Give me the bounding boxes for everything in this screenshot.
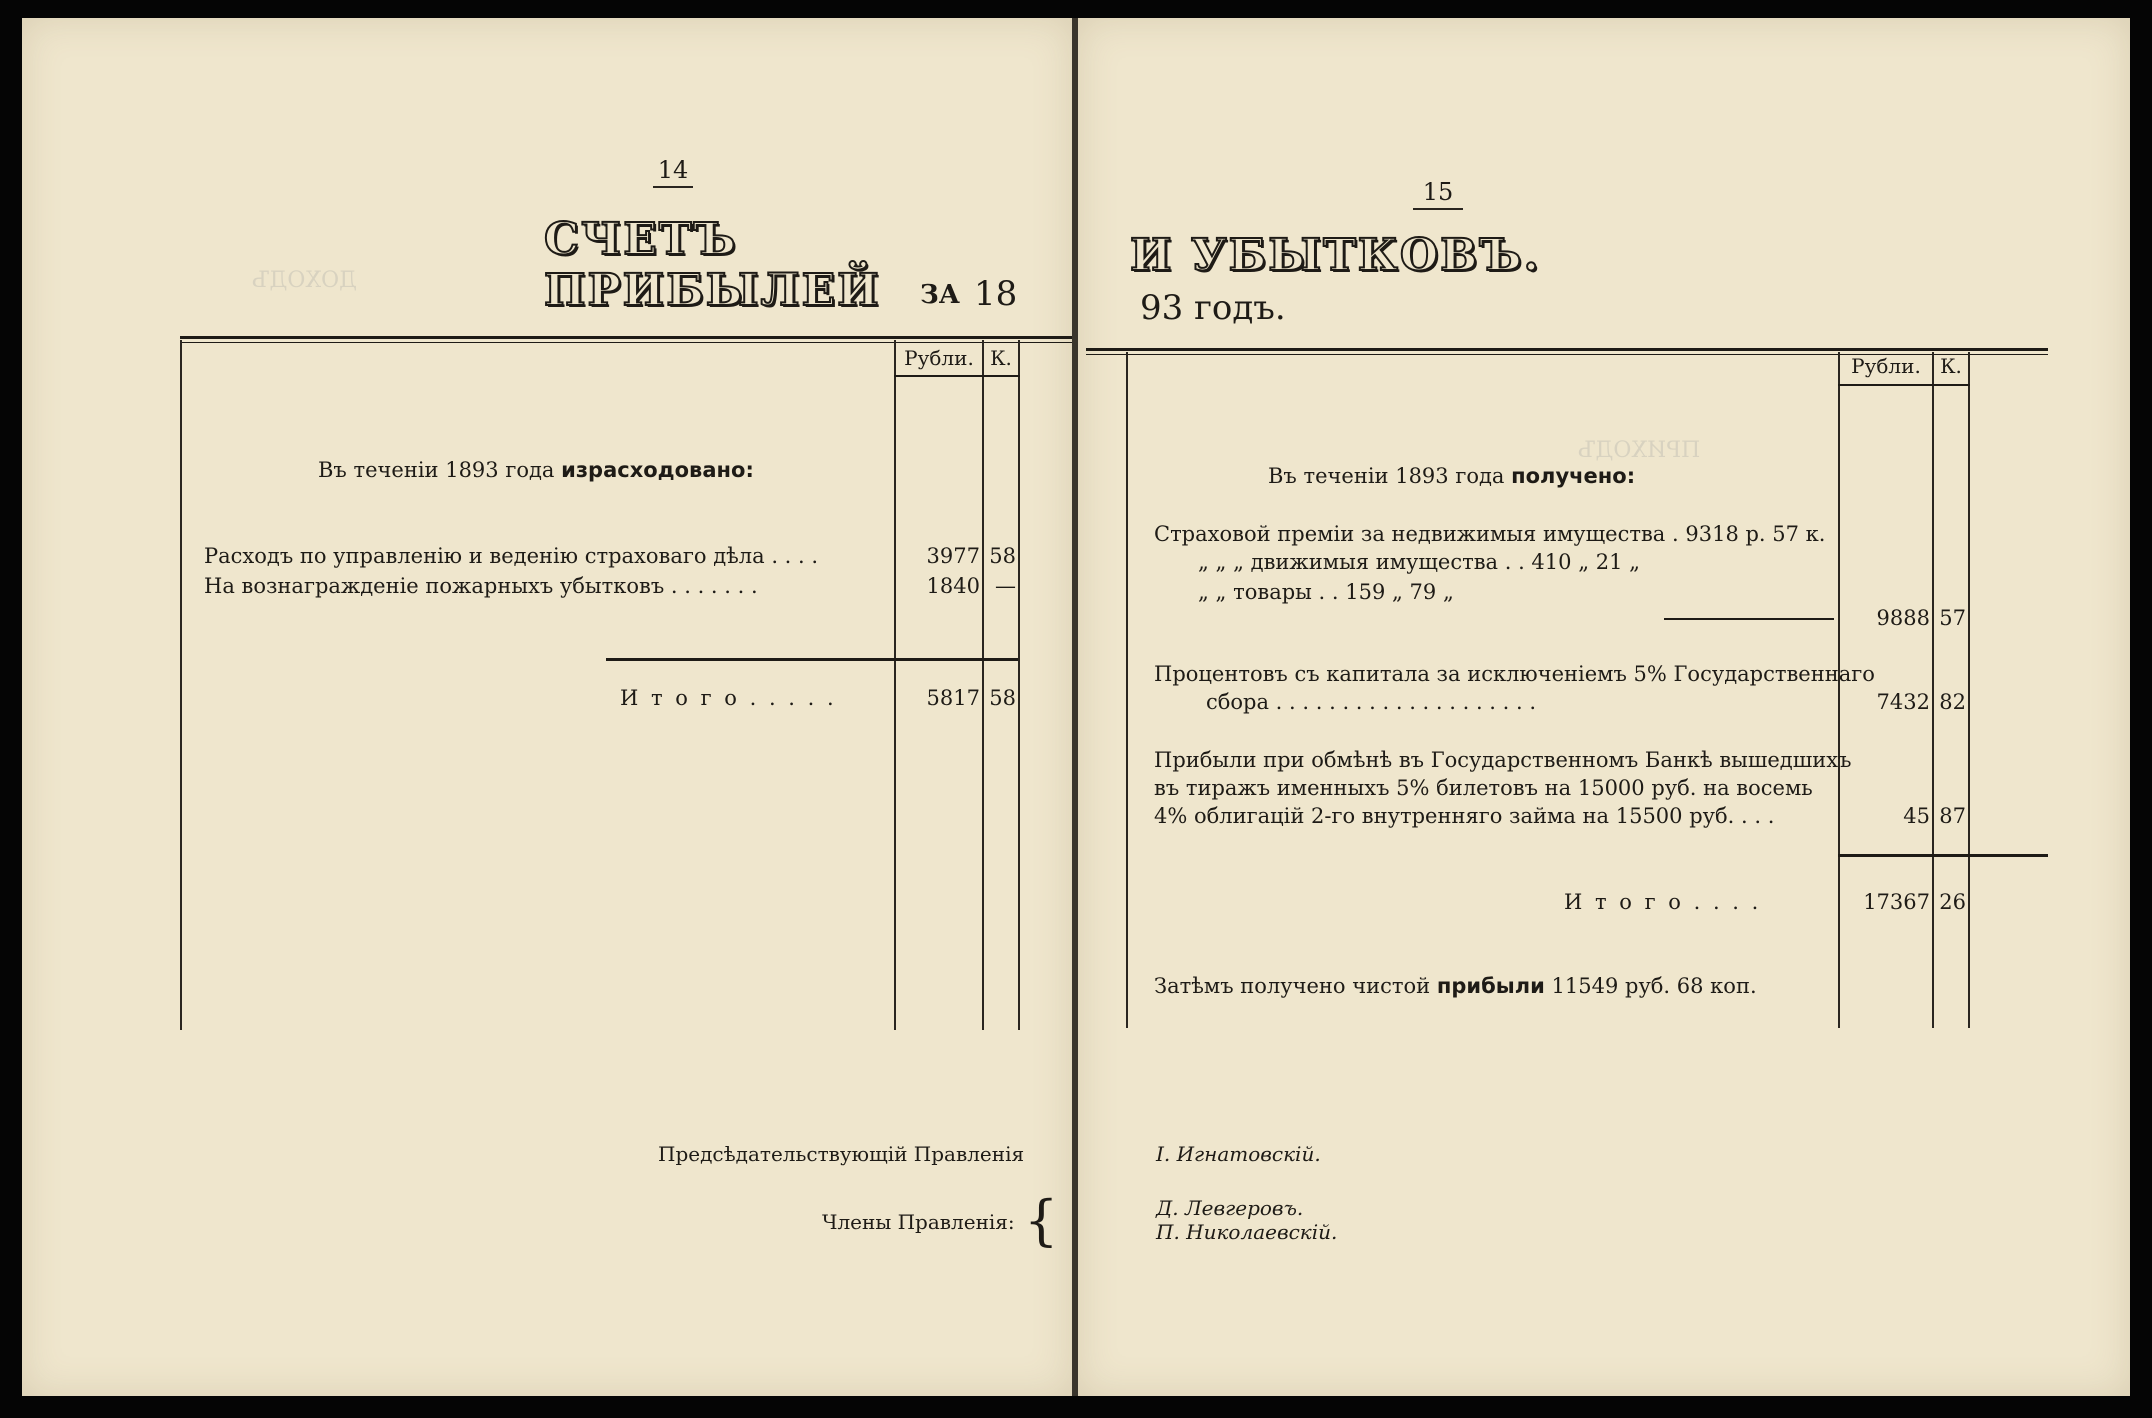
net-profit-line	[1154, 974, 1757, 998]
total-rubles: 17367	[1863, 890, 1930, 914]
section-heading	[1268, 464, 1635, 488]
header-underline	[894, 375, 1020, 377]
signature-member: П. Николаевскій.	[1156, 1220, 1338, 1244]
table-right-border	[1968, 352, 1970, 1028]
right-page	[1078, 18, 2130, 1396]
section-prefix: Въ теченіи 1893 года	[318, 458, 555, 482]
header-underline	[1838, 384, 1970, 386]
table-top-rule	[180, 336, 1072, 339]
table-right-border	[1018, 340, 1020, 1030]
rubles-column-divider	[1838, 352, 1840, 1028]
premium-total-rubles: 9888	[1876, 606, 1930, 630]
section-bold: получено:	[1511, 464, 1636, 488]
signature-chairman: І. Игнатовскій.	[1156, 1142, 1321, 1166]
signature-member: Д. Левгеровъ.	[1156, 1196, 1304, 1220]
kop-column-divider	[982, 340, 984, 1030]
table-top-rule-thin	[180, 342, 1072, 343]
page-number: 14	[657, 156, 689, 184]
premium-total-kop: 57	[1939, 606, 1966, 630]
expense-row-rubles: 3977	[926, 544, 980, 568]
subtitle-year: 18	[974, 274, 1018, 314]
premium-subtotal-rule	[1664, 618, 1834, 620]
section-bold: израсходовано:	[561, 458, 754, 482]
total-label: И т о г о . . . .	[1564, 890, 1762, 914]
total-rule	[606, 658, 1018, 661]
expense-row-rubles: 1840	[926, 574, 980, 598]
section-prefix: Въ теченіи 1893 года	[1268, 464, 1505, 488]
interest-line: сбора . . . . . . . . . . . . . . . . . . . .	[1206, 690, 1537, 714]
header-rubles: Рубли.	[904, 346, 974, 370]
bleed-through-text: ПРИХОДЪ	[1578, 438, 1701, 463]
section-heading	[318, 458, 754, 482]
subtitle-prefix: ЗА	[920, 280, 960, 310]
header-kop: К.	[1940, 354, 1962, 378]
premium-line: „ „ товары . . 159 „ 79 „	[1198, 580, 1454, 604]
premium-line: Страховой преміи за недвижимыя имущества . 9318 р. 57 к.	[1154, 522, 1826, 546]
total-kop: 26	[1939, 890, 1966, 914]
page-number: 15	[1422, 178, 1454, 206]
expense-row-label: На вознагражденіе пожарныхъ убытковъ . . . . . . .	[204, 574, 758, 598]
exchange-rubles: 45	[1903, 804, 1930, 828]
page-number-underline	[653, 186, 693, 188]
header-kop: К.	[990, 346, 1012, 370]
exchange-line: 4% облигацій 2-го внутренняго займа на 15500 руб. . . .	[1154, 804, 1775, 828]
premium-line: „ „ „ движимыя имущества . . 410 „ 21 „	[1198, 550, 1641, 574]
profit-bold: прибыли	[1436, 974, 1545, 998]
page-title: СЧЕТЪ ПРИБЫЛЕЙ	[544, 214, 881, 316]
profit-amount: 11549 руб. 68 коп.	[1551, 974, 1757, 998]
exchange-line: въ тиражъ именныхъ 5% билетовъ на 15000 руб. на восемь	[1154, 776, 1813, 800]
header-rubles: Рубли.	[1851, 354, 1921, 378]
subtitle: 93 годъ.	[1140, 288, 1286, 328]
bleed-through-text: ДОХОДЪ	[252, 268, 357, 293]
interest-kop: 82	[1939, 690, 1966, 714]
expense-row-label: Расходъ по управленію и веденію страховаго дѣла . . . .	[204, 544, 819, 568]
table-left-border	[1126, 352, 1128, 1028]
rubles-column-divider	[894, 340, 896, 1030]
page-number-underline	[1413, 208, 1463, 210]
expense-row-kop: —	[995, 574, 1016, 598]
members-label: Члены Правленія:	[822, 1210, 1015, 1234]
interest-rubles: 7432	[1876, 690, 1930, 714]
left-page	[22, 18, 1072, 1396]
page-title: И УБЫТКОВЪ.	[1130, 230, 1541, 281]
total-rubles: 5817	[926, 686, 980, 710]
chairman-label: Предсѣдательствующій Правленія	[658, 1142, 1025, 1166]
expense-row-kop: 58	[989, 544, 1016, 568]
table-top-rule	[1086, 348, 2048, 351]
profit-prefix: Затѣмъ получено чистой	[1154, 974, 1431, 998]
table-left-border	[180, 340, 182, 1030]
total-kop: 58	[989, 686, 1016, 710]
interest-line: Процентовъ съ капитала за исключеніемъ 5% Государственнаго	[1154, 662, 1875, 686]
exchange-line: Прибыли при обмѣнѣ въ Государственномъ Банкѣ вышедшихъ	[1154, 748, 1852, 772]
exchange-kop: 87	[1939, 804, 1966, 828]
total-rule	[1838, 854, 2048, 857]
total-label: И т о г о . . . . .	[620, 686, 837, 710]
members-brace: {	[1024, 1189, 1059, 1252]
